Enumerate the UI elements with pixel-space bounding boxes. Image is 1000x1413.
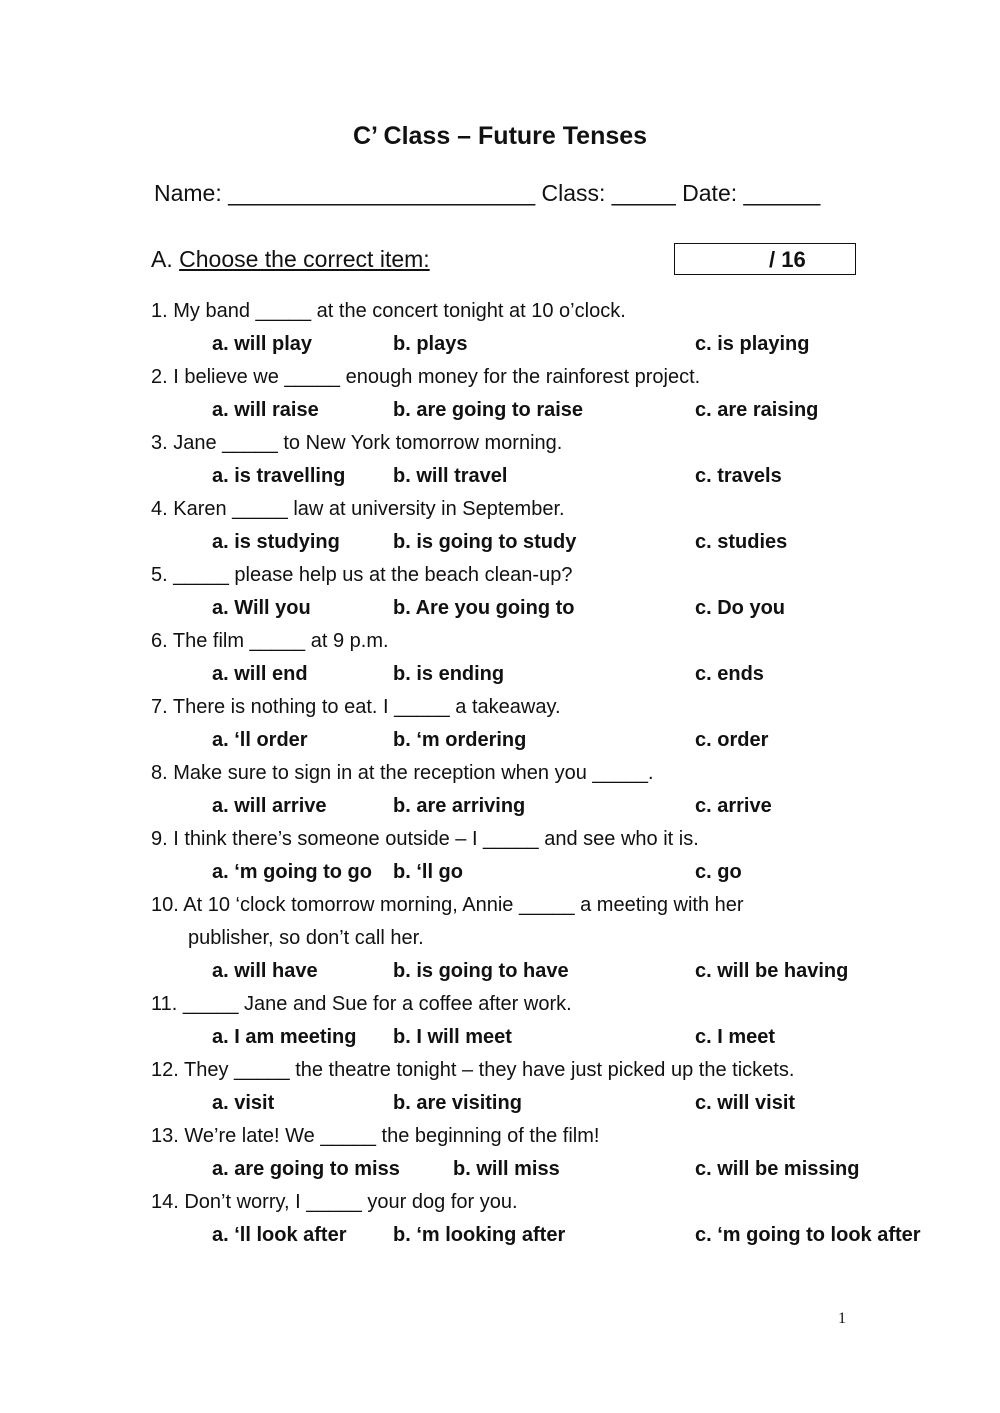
option-c[interactable]: c. will be having: [695, 960, 849, 982]
option-c[interactable]: c. are raising: [695, 399, 819, 421]
section-heading: [151, 246, 430, 273]
section-letter: A.: [151, 246, 173, 272]
question-text: 13. We’re late! We _____ the beginning of the film!: [151, 1125, 600, 1147]
question-text: 9. I think there’s someone outside – I _____ and see who it is.: [151, 828, 699, 850]
option-c[interactable]: c. studies: [695, 531, 788, 553]
option-b[interactable]: b. will miss: [453, 1158, 560, 1180]
option-a[interactable]: a. I am meeting: [212, 1026, 357, 1048]
question-text: 4. Karen _____ law at university in September.: [151, 498, 565, 520]
option-c[interactable]: c. ‘m going to look after: [695, 1224, 921, 1246]
question-text: 14. Don’t worry, I _____ your dog for you.: [151, 1191, 518, 1213]
option-b[interactable]: b. are arriving: [393, 795, 526, 817]
option-a[interactable]: a. will end: [212, 663, 308, 685]
page-title: C’ Class – Future Tenses: [352, 122, 648, 150]
option-b[interactable]: b. are going to raise: [393, 399, 584, 421]
option-b[interactable]: b. ‘ll go: [393, 861, 463, 883]
option-c[interactable]: c. is playing: [695, 333, 810, 355]
option-a[interactable]: a. ‘ll order: [212, 729, 308, 751]
question-text: 11. _____ Jane and Sue for a coffee after work.: [151, 993, 572, 1015]
option-a[interactable]: a. ‘ll look after: [212, 1224, 347, 1246]
option-c[interactable]: c. will visit: [695, 1092, 796, 1114]
option-a[interactable]: a. is studying: [212, 531, 340, 553]
question-text: 8. Make sure to sign in at the reception when you _____.: [151, 762, 654, 784]
option-a[interactable]: a. Will you: [212, 597, 311, 619]
option-c[interactable]: c. I meet: [695, 1026, 776, 1048]
question-text: 7. There is nothing to eat. I _____ a takeaway.: [151, 696, 561, 718]
option-a[interactable]: a. are going to miss: [212, 1158, 400, 1180]
option-c[interactable]: c. arrive: [695, 795, 772, 817]
score-box: [674, 243, 856, 275]
option-a[interactable]: a. ‘m going to go: [212, 861, 372, 883]
option-a[interactable]: a. will play: [212, 333, 313, 355]
option-c[interactable]: c. travels: [695, 465, 782, 487]
page-number: 1: [838, 1310, 846, 1327]
option-c[interactable]: c. go: [695, 861, 742, 883]
student-info-line: Name: ________________________ Class: _____ Date: ______: [154, 180, 821, 206]
option-b[interactable]: b. ‘m looking after: [393, 1224, 566, 1246]
option-b[interactable]: b. is going to study: [393, 531, 577, 553]
option-c[interactable]: c. will be missing: [695, 1158, 860, 1180]
option-b[interactable]: b. will travel: [393, 465, 508, 487]
option-b[interactable]: b. is ending: [393, 663, 505, 685]
option-c[interactable]: c. ends: [695, 663, 764, 685]
option-a[interactable]: a. is travelling: [212, 465, 346, 487]
question-text: 6. The film _____ at 9 p.m.: [151, 630, 389, 652]
question-text: 10. At 10 ‘clock tomorrow morning, Annie _____ a meeting with her: [151, 894, 744, 916]
option-c[interactable]: c. order: [695, 729, 769, 751]
option-a[interactable]: a. will raise: [212, 399, 319, 421]
option-a[interactable]: a. will have: [212, 960, 318, 982]
option-a[interactable]: a. visit: [212, 1092, 275, 1114]
question-text: 3. Jane _____ to New York tomorrow morning.: [151, 432, 563, 454]
question-text-continued: publisher, so don’t call her.: [188, 927, 424, 949]
option-b[interactable]: b. plays: [393, 333, 468, 355]
option-b[interactable]: b. is going to have: [393, 960, 569, 982]
option-b[interactable]: b. Are you going to: [393, 597, 575, 619]
option-b[interactable]: b. I will meet: [393, 1026, 512, 1048]
question-text: 1. My band _____ at the concert tonight at 10 o’clock.: [151, 300, 626, 322]
option-c[interactable]: c. Do you: [695, 597, 786, 619]
score-total: / 16: [769, 247, 806, 272]
option-b[interactable]: b. are visiting: [393, 1092, 522, 1114]
question-text: 5. _____ please help us at the beach clean-up?: [151, 564, 573, 586]
question-text: 12. They _____ the theatre tonight – they have just picked up the tickets.: [151, 1059, 795, 1081]
question-text: 2. I believe we _____ enough money for the rainforest project.: [151, 366, 701, 388]
option-b[interactable]: b. ‘m ordering: [393, 729, 527, 751]
option-a[interactable]: a. will arrive: [212, 795, 327, 817]
section-instruction: Choose the correct item:: [179, 246, 430, 272]
